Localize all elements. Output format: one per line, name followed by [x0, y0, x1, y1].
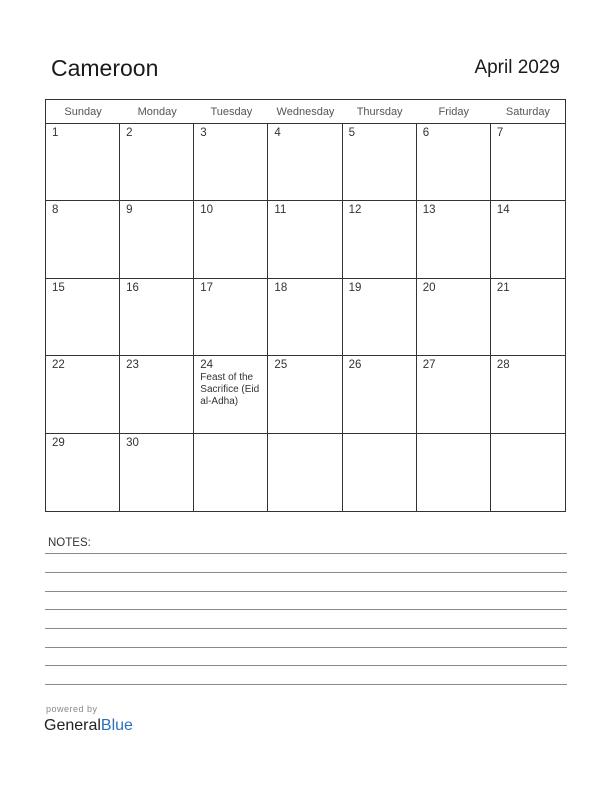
day-number: 25	[274, 359, 288, 372]
weekday-header: Tuesday	[194, 100, 268, 124]
day-cell	[417, 279, 491, 356]
day-cell	[120, 434, 194, 511]
day-cell	[491, 356, 565, 433]
day-cell	[491, 434, 565, 511]
weekday-header: Wednesday	[268, 100, 342, 124]
notes-label: NOTES:	[48, 537, 91, 549]
notes-line	[45, 572, 567, 573]
day-cell	[268, 279, 342, 356]
day-number: 30	[126, 436, 139, 449]
day-number: 16	[126, 281, 139, 294]
day-number: 14	[496, 204, 510, 217]
country-title: Cameroon	[51, 55, 159, 81]
notes-line	[45, 609, 567, 610]
day-cell	[46, 201, 120, 278]
day-cell	[46, 279, 120, 356]
day-number: 11	[274, 204, 287, 217]
day-cell	[194, 356, 268, 433]
day-cell	[343, 279, 417, 356]
day-cell	[46, 124, 120, 201]
powered-by-text: powered by	[46, 704, 98, 714]
day-number: 7	[496, 127, 504, 139]
day-number: 6	[422, 127, 430, 139]
day-number: 12	[348, 204, 362, 217]
day-cell	[491, 124, 565, 201]
day-number: 3	[200, 127, 207, 139]
day-cell	[194, 124, 268, 201]
notes-line	[45, 553, 567, 554]
day-number: 26	[348, 359, 362, 372]
day-number: 15	[52, 281, 65, 294]
day-cell	[120, 279, 194, 356]
day-cell	[417, 434, 491, 511]
brand-blue: Blue	[100, 717, 133, 734]
weekday-header: Thursday	[343, 100, 417, 124]
day-cell	[46, 434, 120, 511]
day-cell	[268, 124, 342, 201]
weekday-header: Saturday	[491, 100, 565, 124]
day-number: 5	[348, 127, 355, 139]
day-number: 22	[52, 359, 65, 372]
day-number: 19	[348, 281, 362, 294]
day-number: 21	[496, 281, 510, 294]
day-number: 1	[52, 127, 59, 139]
weekday-header: Sunday	[46, 100, 120, 124]
generalblue-logo	[44, 717, 133, 735]
calendar-grid	[45, 99, 566, 512]
day-cell	[268, 434, 342, 511]
day-cell	[120, 124, 194, 201]
day-cell	[491, 279, 565, 356]
day-cell	[343, 356, 417, 433]
day-cell	[417, 201, 491, 278]
day-cell	[194, 201, 268, 278]
day-cell	[194, 279, 268, 356]
notes-line	[45, 684, 567, 685]
day-number: 2	[126, 127, 133, 139]
day-number: 23	[126, 359, 139, 372]
day-number: 27	[422, 359, 436, 372]
month-title: April 2029	[474, 57, 560, 78]
day-number: 10	[200, 204, 214, 217]
day-number: 4	[274, 127, 281, 139]
day-number: 13	[422, 204, 436, 217]
day-number: 29	[52, 436, 65, 449]
day-cell	[343, 124, 417, 201]
day-number: 18	[274, 281, 288, 294]
day-cell	[343, 201, 417, 278]
day-cell	[417, 356, 491, 433]
day-number: 8	[52, 204, 59, 217]
day-number: 20	[422, 281, 436, 294]
day-cell	[417, 124, 491, 201]
holiday-label: Feast of the Sacrifice (Eid al-Adha)	[200, 372, 260, 408]
day-cell	[491, 201, 565, 278]
notes-line	[45, 591, 567, 592]
notes-line	[45, 628, 567, 629]
day-number: 9	[126, 204, 133, 217]
day-cell	[268, 356, 342, 433]
day-number: 17	[200, 281, 214, 294]
day-cell	[46, 356, 120, 433]
day-number: 28	[496, 359, 510, 372]
weekday-header: Friday	[417, 100, 491, 124]
day-cell	[343, 434, 417, 511]
day-cell	[120, 356, 194, 433]
day-cell	[194, 434, 268, 511]
day-cell	[120, 201, 194, 278]
notes-line	[45, 647, 567, 648]
weekday-header: Monday	[120, 100, 194, 124]
brand-general: General	[44, 717, 101, 734]
day-number: 24	[200, 359, 214, 372]
notes-line	[45, 665, 567, 666]
day-cell	[268, 201, 342, 278]
